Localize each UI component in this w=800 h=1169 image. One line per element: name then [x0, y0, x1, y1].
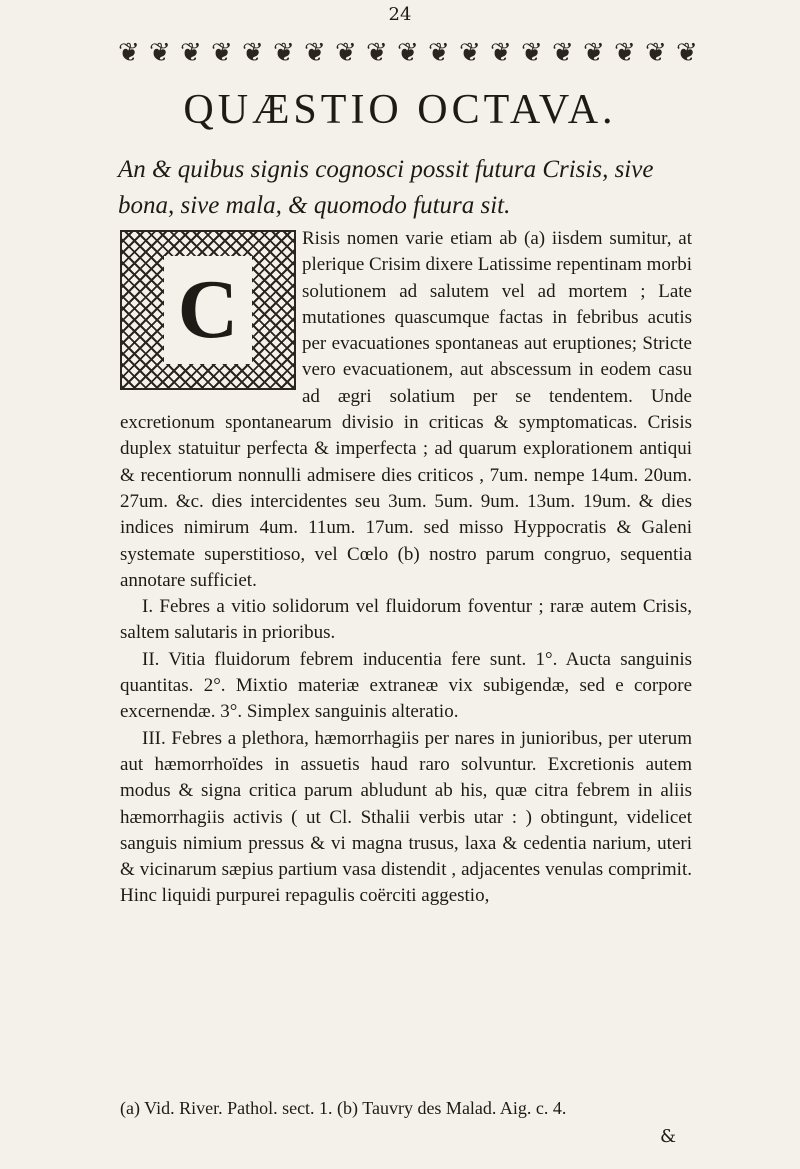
body-text — [120, 226, 692, 910]
paragraph: I. Febres a vitio solidorum vel fluidorum foventur ; raræ autem Crisis, saltem salutaris in prioribus. — [120, 596, 692, 644]
paragraph: Risis nomen varie etiam ab (a) iisdem sumitur, at plerique Crisim dixere Latissime repentinam morbi solutionem ad salutem vel ad mortem ; Late mutationes quascumque factas in febribus acutis per evacuationes spontaneas aut eruptiones; Stricte vero evacuationem, aut abscessum in eodem casu ad ægri solatium per se tendentem. Unde excretionum spontanearum divisio in criticas & symptomaticas. Crisis duplex statuitur perfecta & imperfecta ; ad quarum explorationem antiqui & recentiorum nonnulli admisere dies criticos , 7um. nempe 14um. 20um. 27um. &c. dies intercidentes seu 3um. 5um. 9um. 13um. 19um. & dies indices nimirum 4um. 11um. 17um. sed misso Hyppocratis & Galeni systemate superstitioso, vel Cœlo (b) nostro parum congruo, sequentia annotare sufficiet. — [120, 228, 692, 591]
chapter-title: QUÆSTIO OCTAVA. — [183, 87, 617, 133]
paragraph: II. Vitia fluidorum febrem inducentia fere sunt. 1°. Aucta sanguinis quantitas. 2°. Mixtio materiæ extraneæ vix subigendæ, sed e corpore excernendæ. 3°. Simplex sanguinis alteratio. — [120, 648, 692, 723]
question-heading: An & quibus signis cognosci possit futura Crisis, sive bona, sive mala, & quomodo futura sit. — [118, 156, 654, 219]
page-number: 24 — [388, 4, 412, 25]
header-ornament: ❦ ❦ ❦ ❦ ❦ ❦ ❦ ❦ ❦ ❦ ❦ ❦ ❦ ❦ ❦ ❦ ❦ ❦ ❦ — [118, 38, 698, 68]
initial-letter: C — [164, 256, 253, 364]
footnote: (a) Vid. River. Pathol. sect. 1. (b) Tauvry des Malad. Aig. c. 4. — [120, 1098, 567, 1118]
catchword: & — [660, 1126, 677, 1147]
paragraph: III. Febres a plethora, hæmorrhagiis per nares in junioribus, per uterum aut hæmorrhoïdes in assuetis haud raro solvuntur. Excretionis autem modus & signa critica parum abludunt ab his, quæ citra febrem in aliis hæmorrhagiis activis ( ut Cl. Sthalii verbis utar : ) obtingunt, videlicet sanguis nimium pressus & vi magna trusus, laxa & cedentia narium, uteri & vicinarum sæpius partium vasa distendit , adjacentes venulas comprimit. Hinc liquidi purpurei repagulis coërciti aggestio, — [120, 727, 692, 907]
